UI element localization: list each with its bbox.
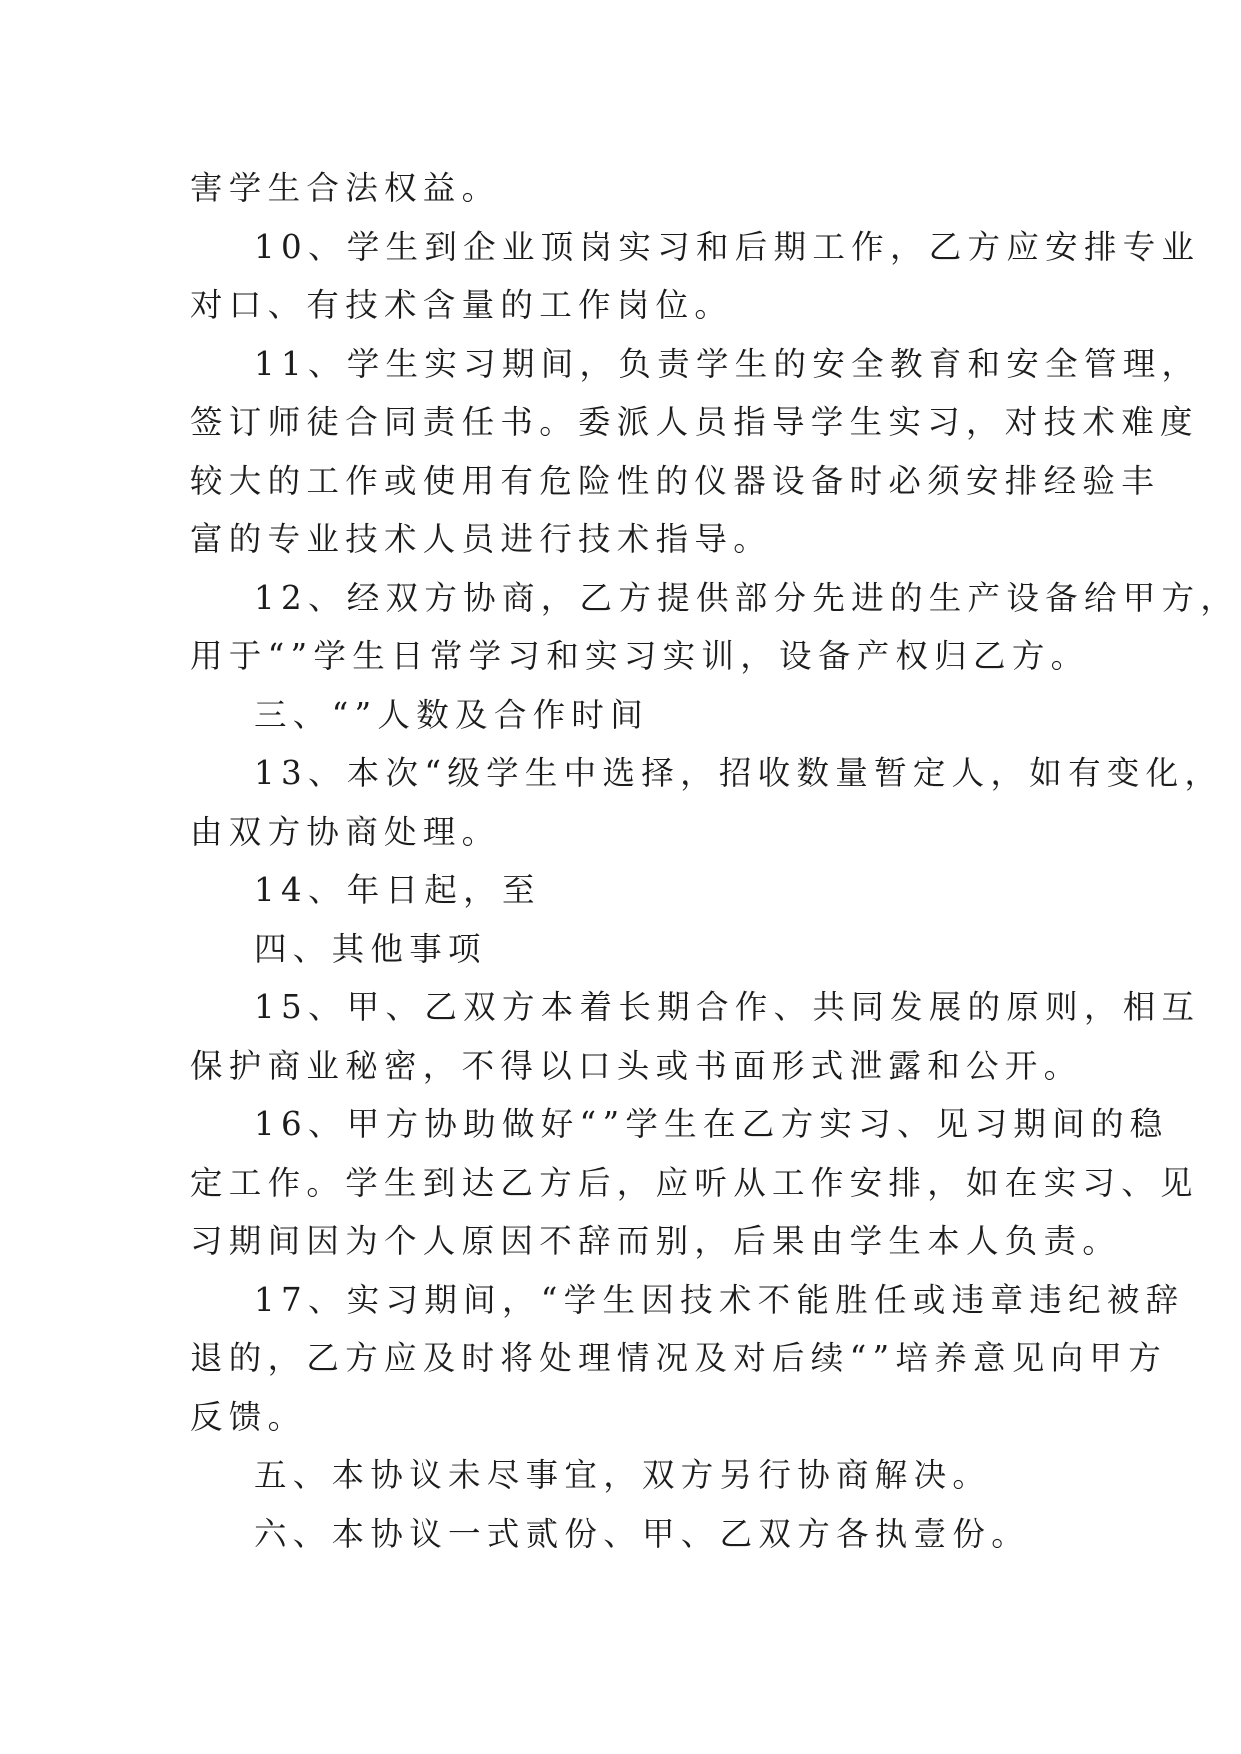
text-line: 三、“”人数及合作时间 bbox=[254, 695, 650, 734]
text-line: 富的专业技术人员进行技术指导。 bbox=[190, 520, 773, 558]
text-line: 四、其他事项 bbox=[254, 929, 487, 968]
text-line: 用于“”学生日常学习和实习实训，设备产权归乙方。 bbox=[190, 637, 1090, 675]
text-line: 17、实习期间，“学生因技术不能胜任或违章违纪被辞 bbox=[254, 1280, 1185, 1319]
text-line: 由双方协商处理。 bbox=[190, 812, 501, 851]
text-line: 六、本协议一式贰份、甲、乙双方各执壹份。 bbox=[254, 1514, 1031, 1553]
text-line: 保护商业秘密，不得以口头或书面形式泄露和公开。 bbox=[190, 1046, 1083, 1085]
text-line: 签订师徒合同责任书。委派人员指导学生实习，对技术难度 bbox=[190, 403, 1199, 441]
text-line: 反馈。 bbox=[190, 1397, 307, 1436]
text-line: 害学生合法权益。 bbox=[190, 169, 501, 207]
text-line: 习期间因为个人原因不辞而别，后果由学生本人负责。 bbox=[190, 1222, 1122, 1260]
text-line: 较大的工作或使用有危险性的仪器设备时必须安排经验丰 bbox=[190, 461, 1161, 500]
text-line: 对口、有技术含量的工作岗位。 bbox=[190, 286, 734, 324]
text-line: 12、经双方协商，乙方提供部分先进的生产设备给甲方， bbox=[254, 578, 1240, 617]
document-body bbox=[190, 159, 1240, 1563]
text-line: 13、本次“级学生中选择，招收数量暂定人，如有变化， bbox=[254, 754, 1224, 792]
text-line: 五、本协议未尽事宜，双方另行协商解决。 bbox=[254, 1456, 992, 1494]
text-line: 16、甲方协助做好“”学生在乙方实习、见习期间的稳 bbox=[254, 1105, 1169, 1143]
text-line: 退的，乙方应及时将处理情况及对后续“”培养意见向甲方 bbox=[190, 1339, 1168, 1377]
text-line: 11、学生实习期间，负责学生的安全教育和安全管理， bbox=[254, 344, 1201, 383]
text-line: 15、甲、乙双方本着长期合作、共同发展的原则，相互 bbox=[254, 988, 1201, 1026]
text-line: 10、学生到企业顶岗实习和后期工作，乙方应安排专业 bbox=[254, 227, 1201, 266]
text-line: 定工作。学生到达乙方后，应听从工作安排，如在实习、见 bbox=[190, 1163, 1199, 1202]
text-line: 14、年日起，至 bbox=[254, 871, 541, 909]
